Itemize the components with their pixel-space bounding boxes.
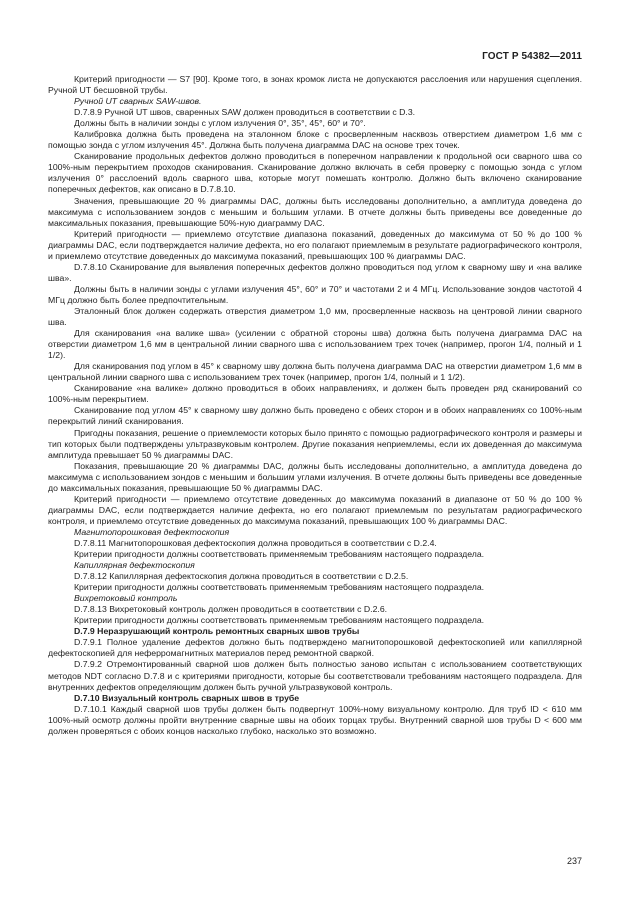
paragraph: Критерии пригодности должны соответствовать применяемым требованиям настоящего подраздела. [74, 615, 485, 626]
paragraph: D.7.8.11 Магнитопорошковая дефектоскопия должна проводиться в соответствии с D.2.4. [74, 537, 437, 548]
paragraph: Сканирование продольных дефектов должно проводиться в поперечном направлении к продольной оси сварного шва со 100%-ным перекрытием проходов сканирования. Сканирование должно включать в себя проверку с помощью зонда с углом излучения 0° расслоений вдоль сварного шва, которые могут помешать контролю. Должно быть включено сканирование поперечных дефектов, как описано в D.7.8.10. [48, 151, 582, 195]
paragraph: Сканирование под углом 45° к сварному шву должно быть проведено с обеих сторон и в обоих направлениях со 100%-ным перекрытий линий сканирования. [48, 405, 582, 427]
paragraph: Для сканирования под углом в 45° к сварному шву должна быть получена диаграмма DAC на отверстии диаметром 1,6 мм в центральной линии сварного шва с использованием трех точек (например, прогон 1/4, полный и 1 1/2). [48, 361, 582, 383]
standard-header: ГОСТ Р 54382—2011 [482, 51, 582, 62]
paragraph: Показания, превышающие 20 % диаграммы DAC, должны быть исследованы дополнительно, а амплитуда доведена до максимума с использованием зондов с меньшим и большим углами излучения. В отчете должны быть приведены все доведенные до максимальных показания, превышающие 50 % диаграммы DAC. [48, 460, 582, 493]
subsection-title: Ручной UT сварных SAW-швов. [74, 96, 202, 107]
page-number: 237 [566, 856, 582, 866]
subsection-title: Магнитопорошковая дефектоскопия [74, 526, 230, 537]
paragraph: Калибровка должна быть проведена на эталонном блоке с просверленным насквозь отверстием диаметром 1,6 мм с помощью зонда с углом излучения 45°. Должна быть получена диаграмма DAC на основе трех точек. [48, 129, 582, 151]
section-heading: D.7.9 Неразрушающий контроль ремонтных сварных швов трубы [74, 626, 360, 637]
paragraph: Значения, превышающие 20 % диаграммы DAC, должны быть исследованы дополнительно, а амплитуда доведена до максимума с использованием зондов с меньшим и большим углами. В отчете должны быть приведены все доведенные до максимальных показания, превышающие 50%-ную диаграмму DAC. [48, 195, 582, 228]
paragraph: Должны быть в наличии зонды с углом излучения 0°, 35°, 45°, 60° и 70°. [74, 118, 366, 129]
paragraph: D.7.9.1 Полное удаление дефектов должно быть подтверждено магнитопорошковой дефектоскопией или капиллярной дефектоскопией для неферромагнитных материалов перед ремонтной сваркой. [48, 637, 582, 659]
paragraph: Критерий пригодности — приемлемо отсутствие доведенных до максимума показаний в диапазоне от 50 % до 100 % диаграммы DAC, если подтверждается наличие дефекта, но его полагают приемлемым по результатам радиографического контроля, и приемлемо отсутствие доведенных до максимума показаний, превышающих 100 % диаграммы DAC. [48, 493, 582, 526]
paragraph: Для сканирования «на валике шва» (усилении с обратной стороны шва) должна быть получена диаграмма DAC на отверстии диаметром 1,6 мм в центральной линии сварного шва с использованием трех точек (например, прогон 1/4, полный и 1 1/2). [48, 328, 582, 361]
document-body [48, 74, 582, 737]
paragraph: Критерии пригодности должны соответствовать применяемым требованиям настоящего подраздела. [74, 582, 485, 593]
paragraph: D.7.8.9 Ручной UT швов, сваренных SAW должен проводиться в соответствии с D.3. [74, 107, 416, 118]
paragraph: Критерии пригодности должны соответствовать применяемым требованиям настоящего подраздела. [74, 549, 485, 560]
paragraph: D.7.8.13 Вихретоковый контроль должен проводиться в соответствии с D.2.6. [74, 604, 388, 615]
section-heading: D.7.10 Визуальный контроль сварных швов в трубе [74, 692, 300, 703]
paragraph: Эталонный блок должен содержать отверстия диаметром 1,0 мм, просверленные насквозь на центровой линии сварного шва. [48, 305, 582, 328]
paragraph: D.7.10.1 Каждый сварной шов трубы должен быть подвергнут 100%-ному визуальному контролю. Для труб ID < 610 мм 100%-ный осмотр должны пройти внутренние сварные швы на обоих торцах трубы. Внутренний сварной шов трубы D < 600 мм должен проверяться с обоих концов насколько глубоко, насколько это возможно. [48, 703, 582, 736]
paragraph: Должны быть в наличии зонды с углами излучения 45°, 60° и 70° и частотами 2 и 4 МГц. Использование зондов частотой 4 МГц должно быть более предпочтительным. [48, 283, 582, 305]
paragraph: D.7.8.10 Сканирование для выявления поперечных дефектов должно проводиться под углом к сварному шву и «на валике шва». [48, 261, 582, 283]
paragraph: D.7.9.2 Отремонтированный сварной шов должен быть полностью заново испытан с использованием соответствующих методов NDT согласно D.7.8 и с критериями пригодности, которые бы соответствовали требованиям настоящего подраздела. Для внутренних дефектов определяющим должен быть ручной ультразвуковой контроль. [48, 659, 582, 692]
paragraph: Критерий пригодности — S7 [90]. Кроме того, в зонах кромок листа не допускаются расслоения или нарушения сцепления. Ручной UT бесшовной трубы. [48, 74, 582, 96]
paragraph: Критерий пригодности — приемлемо отсутствие диапазона показаний, доведенных до максимума от 50 % до 100 % диаграммы DAC, если подтверждается наличие дефекта, но его полагают приемлемым в результате радиографического контроля, и приемлемо отсутствие доведенных до максимума показаний, превышающих 100 % диаграммы DAC. [48, 228, 582, 261]
paragraph: Сканирование «на валике» должно проводиться в обоих направлениях, и должен быть проведен ряд сканирований со 100%-ным перекрытием. [48, 383, 582, 405]
subsection-title: Вихретоковый контроль [74, 593, 178, 604]
paragraph: D.7.8.12 Капиллярная дефектоскопия должна проводиться в соответствии с D.2.5. [74, 571, 409, 582]
paragraph: Пригодны показания, решение о приемлемости которых было принято с помощью радиографического контроля и размеры и тип которых были подтверждены ультразвуковым контролем. Другие показания неприемлемы, если их доведенная до максимума амплитуда превышает 50 % диаграммы DAC. [48, 427, 582, 460]
subsection-title: Капиллярная дефектоскопия [74, 560, 195, 571]
